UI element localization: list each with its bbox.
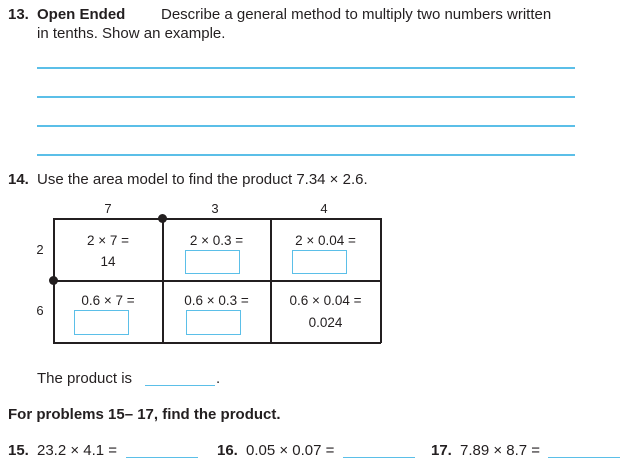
column-label-4: 4	[320, 201, 328, 216]
cell-2x7-expression: 2 × 7 =	[86, 233, 130, 248]
problem-17-answer-line[interactable]	[548, 457, 620, 458]
cell-2x0.04-expression: 2 × 0.04 =	[295, 233, 356, 248]
grid-top-border	[53, 218, 381, 220]
problem-15-number: 15.	[8, 442, 29, 459]
problem-16-number: 16.	[217, 442, 238, 459]
problem-13-number: 13.	[8, 6, 29, 23]
problem-15-expression: 23.2 × 4.1 =	[37, 442, 118, 459]
cell-0.6x0.3-answer-box[interactable]	[186, 310, 241, 335]
product-prompt: The product is	[37, 370, 133, 387]
column-label-3: 3	[211, 201, 219, 216]
problem-16-answer-line[interactable]	[343, 457, 415, 458]
grid-right-border	[380, 218, 382, 343]
answer-line-1[interactable]	[37, 67, 575, 69]
row-split-dot	[49, 276, 58, 285]
problem-17-number: 17.	[431, 442, 452, 459]
cell-2x0.04-answer-box[interactable]	[292, 250, 347, 274]
column-label-7: 7	[104, 201, 112, 216]
grid-bottom-border	[53, 342, 381, 344]
instructions-15-17: For problems 15– 17, find the product.	[8, 406, 281, 423]
problem-13-heading: Open Ended	[37, 6, 126, 23]
cell-2x0.3-expression: 2 × 0.3 =	[189, 233, 244, 248]
problem-15-answer-line[interactable]	[126, 457, 198, 458]
cell-0.6x7-answer-box[interactable]	[74, 310, 129, 335]
answer-line-3[interactable]	[37, 125, 575, 127]
cell-0.6x7-expression: 0.6 × 7 =	[81, 293, 135, 308]
answer-line-4[interactable]	[37, 154, 575, 156]
cell-0.6x0.04-expression: 0.6 × 0.04 =	[289, 293, 362, 308]
problem-16-expression: 0.05 × 0.07 =	[246, 442, 335, 459]
product-period: .	[216, 370, 221, 387]
row-label-2: 2	[36, 242, 44, 257]
product-answer-line[interactable]	[145, 385, 215, 386]
cell-0.6x0.04-value: 0.024	[308, 315, 343, 330]
problem-13-text-line2: in tenths. Show an example.	[37, 25, 226, 42]
cell-2x0.3-answer-box[interactable]	[185, 250, 240, 274]
answer-line-2[interactable]	[37, 96, 575, 98]
problem-14-number: 14.	[8, 171, 29, 188]
cell-0.6x0.3-expression: 0.6 × 0.3 =	[184, 293, 249, 308]
grid-middle-border	[53, 280, 381, 282]
column-split-dot	[158, 214, 167, 223]
row-label-6: 6	[36, 303, 44, 318]
problem-17-expression: 7.89 × 8.7 =	[460, 442, 541, 459]
problem-14-text: Use the area model to find the product 7.34 × 2.6.	[37, 171, 368, 188]
cell-2x7-value: 14	[100, 254, 116, 269]
problem-13-text-line1: Describe a general method to multiply two numbers written	[161, 6, 552, 23]
